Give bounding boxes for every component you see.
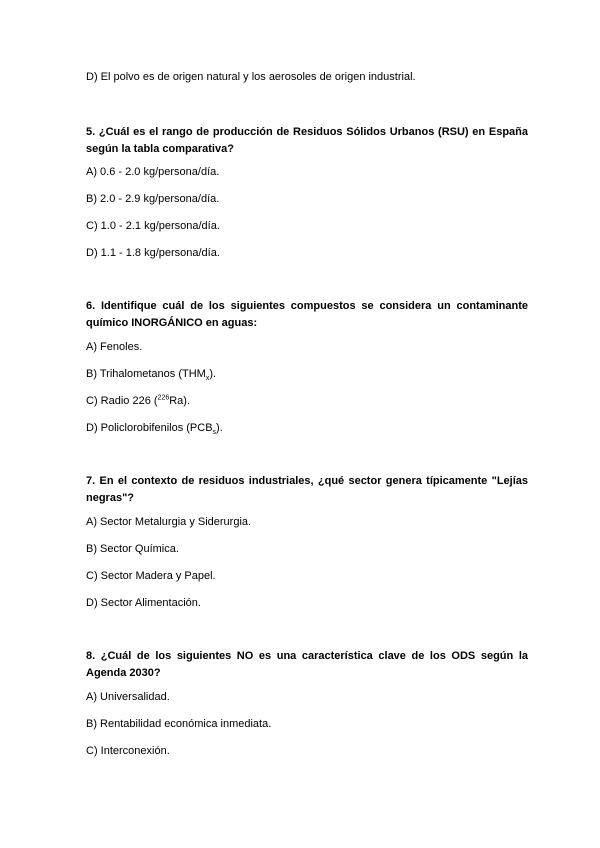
question-8-option-b: B) Rentabilidad económica inmediata. <box>86 718 272 730</box>
question-8-option-c: C) Interconexión. <box>86 745 170 757</box>
question-7-text: 7. En el contexto de residuos industriales, ¿qué sector genera típicamente "Lejías negras"? <box>86 475 528 504</box>
question-7-option-a: A) Sector Metalurgia y Siderurgia. <box>86 516 252 528</box>
question-7-option-b: B) Sector Química. <box>86 543 179 555</box>
question-4-option-d: D) El polvo es de origen natural y los aerosoles de origen industrial. <box>86 71 416 83</box>
question-6-option-c: C) Radio 226 ($^{226}$Ra). <box>86 394 191 407</box>
question-5-option-c: C) 1.0 - 2.1 kg/persona/día. <box>86 220 220 232</box>
question-7-option-c: C) Sector Madera y Papel. <box>86 570 216 582</box>
question-5-option-a: A) 0.6 - 2.0 kg/persona/día. <box>86 166 220 178</box>
question-5-option-b: B) 2.0 - 2.9 kg/persona/día. <box>86 193 220 205</box>
question-5-option-d: D) 1.1 - 1.8 kg/persona/día. <box>86 247 220 259</box>
question-6-option-b: B) Trihalometanos $(THM_x)$. <box>86 368 217 383</box>
question-8-option-a: A) Universalidad. <box>86 691 170 703</box>
question-8-text: 8. ¿Cuál de los siguientes NO es una característica clave de los ODS según la Agenda 2030? <box>86 650 528 679</box>
question-6-option-a: A) Fenoles. <box>86 341 143 353</box>
question-7-option-d: D) Sector Alimentación. <box>86 597 201 609</box>
question-6-option-d: D) Policlorobifenilos $(PCB_s)$. <box>86 422 223 437</box>
question-6-text: 6. Identifique cuál de los siguientes compuestos se considera un contaminante químico INORGÁNICO en aguas: <box>86 300 528 329</box>
question-5-text: 5. ¿Cuál es el rango de producción de Residuos Sólidos Urbanos (RSU) en España según la tabla comparativa? <box>86 126 528 155</box>
